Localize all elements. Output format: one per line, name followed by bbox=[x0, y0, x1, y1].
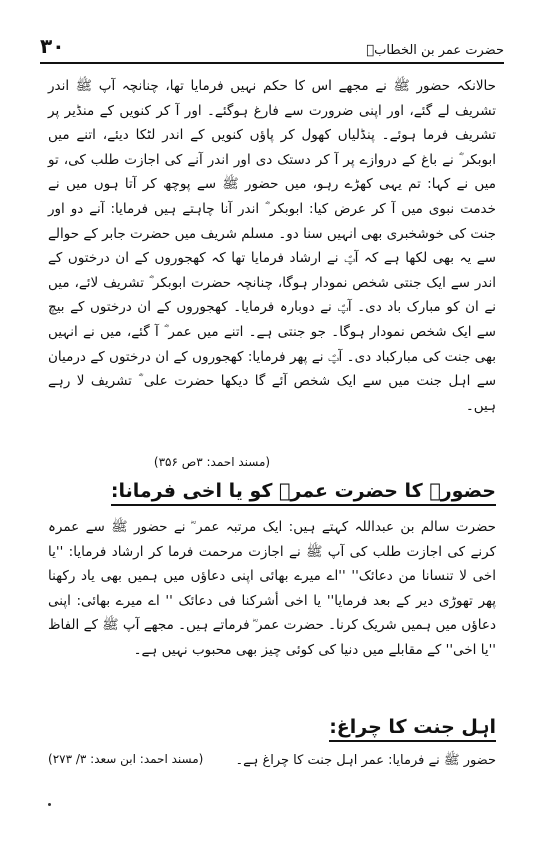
paragraph-1: حالانکہ حضور ﷺ نے مجھے اس کا حکم نہیں فرمایا تھا، چنانچہ آپ ﷺ اندر تشریف لے گئے، اور اپنی ضرورت سے فارغ ہوگئے۔ اور آ کر کنویں کے منڈیر پر تشریف فرما ہوئے۔ پنڈلیاں کھول کر پاؤں کنویں کے اندر لٹکا دیئے، اتنے میں ابوبکر ؓ نے باغ کے دروازے پر آ کر دستک دی اور اندر آنے کی اجازت طلب کی، تو میں نے کہا: تم یہی کھڑے رہو، میں حضور ﷺ سے پوچھ کر آتا ہوں میں نے خدمت نبوی میں آ کر عرض کیا: ابوبکر ؓ اندر آنا چاہتے ہیں فرمایا: آنے دو اور جنت کی خوشخبری بھی انہیں سنا دو۔ مسلم شریف میں حضرت جابر کے حوالے سے یہ بھی لکھا ہے کہ آپؐ نے ارشاد فرمایا تھا کہ کھجوروں کے ان درختوں کے اندر سے ایک جنتی شخص نمودار ہوگا، چنانچہ حضرت ابوبکر ؓ تشریف لائے، میں نے ان کو مبارک باد دی۔ آپؐ نے دوبارہ فرمایا۔ کھجوروں کے ان درختوں کے بیچ سے ایک شخص نمودار ہوگا۔ جو جنتی ہے۔ اتنے میں عمر ؓ آ گئے، میں نے انہیں بھی جنت کی مبارکباد دی۔ آپؐ نے پھر فرمایا: کھجوروں کے ان درختوں کے درمیان سے اہل جنت میں سے ایک شخص آئے گا دیکھا حضرت علی ؓ تشریف لا رہے ہیں۔ bbox=[48, 78, 496, 414]
citation-1: (مسند احمد: ۳ص ۳۵۶) bbox=[153, 455, 271, 469]
heading-text: حضورؐ کا حضرت عمرؓ کو یا اخی فرمانا: bbox=[111, 480, 496, 506]
section-heading-ya-akhi bbox=[48, 480, 496, 506]
section-heading-lamp bbox=[48, 716, 496, 742]
page-header bbox=[40, 28, 504, 64]
closing-line bbox=[48, 752, 496, 771]
page-number: ۳۰ bbox=[40, 34, 65, 58]
heading-text: اہل جنت کا چراغ: bbox=[329, 716, 496, 742]
running-title: حضرت عمر بن الخطابؓ bbox=[366, 43, 504, 58]
scan-speck bbox=[48, 803, 51, 806]
paragraph-2: حضرت سالم بن عبداللہ کہتے ہیں: ایک مرتبہ عمر ؓ نے حضور ﷺ سے عمرہ کرنے کی اجازت طلب کی آپ ﷺ نے اجازت مرحمت فرما کر ارشاد فرمایا: ''یا اخی لا تنسانا من دعائک'' ''اے میرے بھائی اپنی دعاؤں میں ہمیں بھی یاد رکھنا پھر تھوڑی دیر کے بعد فرمایا'' یا اخی أشرکنا فی دعائک '' اے میرے بھائی: اپنی دعاؤں میں ہمیں شریک کرنا۔ حضرت عمر ؓ فرماتے ہیں۔ مجھے آپ ﷺ کے الفاظ ''یا اخی'' کے مقابلے میں دنیا کی کوئی چیز بھی محبوب نہیں ہے۔ bbox=[48, 519, 496, 658]
closing-text: حضور ﷺ نے فرمایا: عمر اہل جنت کا چراغ ہے۔ bbox=[235, 753, 496, 768]
citation-2: (مسند احمد: ابن سعد: ۳/ ۲۷۳) bbox=[48, 752, 204, 766]
